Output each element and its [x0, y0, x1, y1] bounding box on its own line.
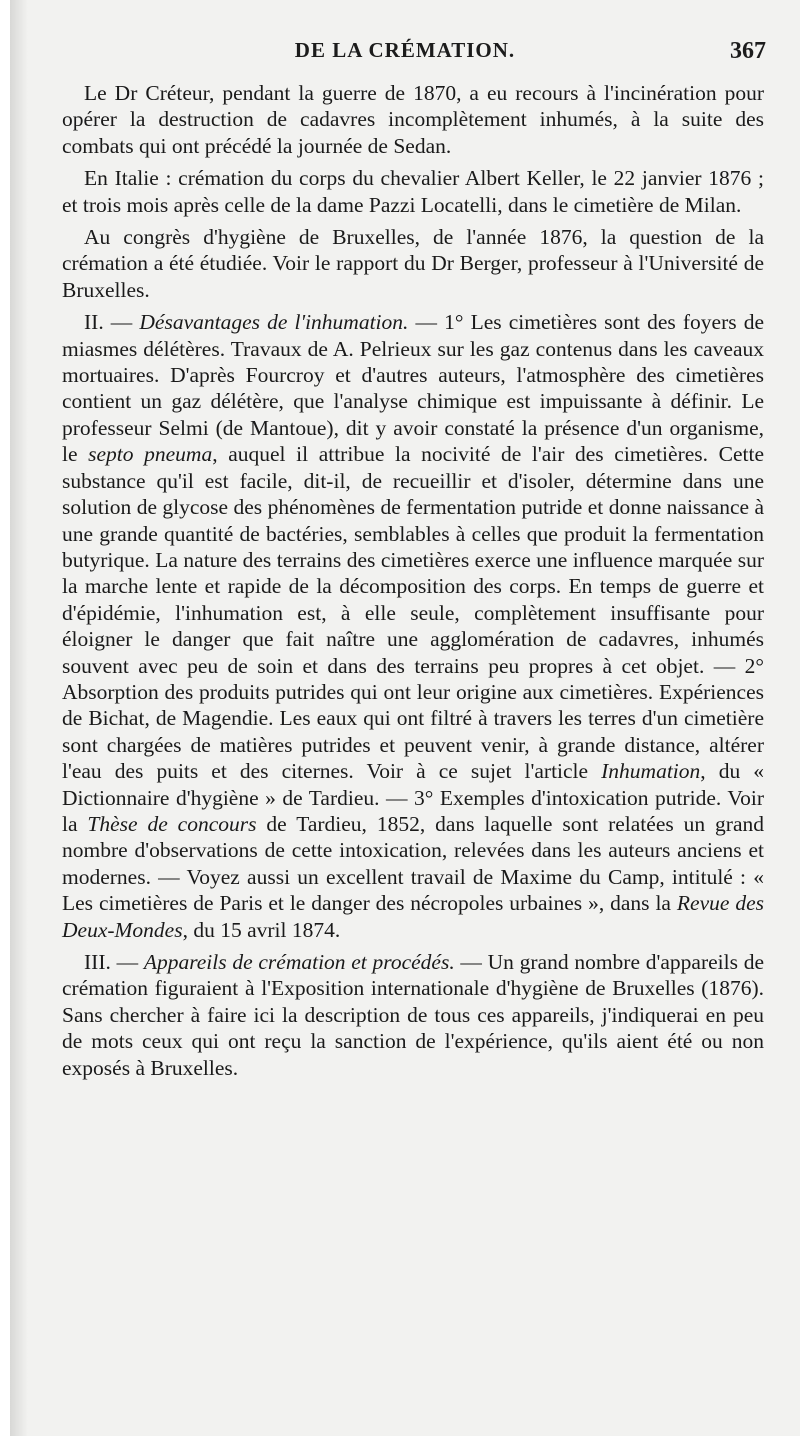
text-run: , du « Dictionnaire d'hygiène » de Tardieu. — 3° Exemples d'intoxication putride. Voir la	[62, 759, 765, 836]
section-heading-inhumation: Désavantages de l'inhumation.	[139, 310, 409, 335]
section-number-iii: III. —	[84, 950, 144, 974]
text-run: — 1° Les cimetières sont des foyers de miasmes délétères. Travaux de A. Pelrieux sur les gaz contenus dans les caveaux mortuaires. D'après Fourcroy et d'autres auteurs, l'atmosphère des cimetières contient un gaz délétère, que l'analyse chimique est impuissante à définir. Le professeur Selmi (de Mantoue), dit y avoir constaté la présence d'un organisme, le	[62, 310, 764, 467]
text-run: — Un grand nombre d'appareils de crémation figuraient à l'Exposition internationale d'hygiène de Bruxelles (1876). Sans chercher à faire ici la description de tous ces appareils, j'indiquerai en peu de mots ceux qui ont reçu la sanction de l'expérience, qu'ils aient été ou non exposés à Bruxelles.	[62, 950, 764, 1080]
paragraph-creteur: Le Dr Créteur, pendant la guerre de 1870, a eu recours à l'incinération pour opérer la destruction de cadavres incomplètement inhumés, à la suite des combats qui ont précédé la journée de Sedan.	[62, 81, 764, 158]
section-heading-appareils: Appareils de crémation et procédés.	[143, 950, 455, 974]
text-run: , auquel il attribue la nocivité de l'air des cimetières. Cette substance qu'il est facile, dit-il, de recueillir et d'isoler, détermine dans une solution de glycose des phénomènes de fermentation putride et donne naissance à une grande quantité de bactéries, semblables à celles que produit la fermentation butyrique. La nature des terrains des cimetières exerce une influence marquée sur la marche lente et rapide de la décomposition des corps. En temps de guerre et d'épidémie, l'inhumation est, à elle seule, complètement insuffisante pour éloigner le danger que fait naître une agglomération de cadavres, inhumés souvent avec peu de soin et dans des terrains peu propres à cet objet. — 2° Absorption des produits putrides qui ont leur origine aux cimetières. Expériences de Bichat, de Magendie. Les eaux qui ont filtré à travers les terres d'un cimetière sont chargées de matières putrides et peuvent venir, à grande distance, altérer l'eau des puits et des citernes. Voir à ce sujet l'article	[62, 442, 764, 784]
paragraph-congres: Au congrès d'hygiène de Bruxelles, de l'année 1876, la question de la crémation a été étudiée. Voir le rapport du Dr Berger, professeur à l'Université de Bruxelles.	[62, 225, 764, 302]
book-page	[10, 0, 800, 1436]
italic-term-inhumation: Inhumation	[601, 759, 701, 784]
running-head	[10, 38, 800, 68]
text-run: , du 15 avril 1874.	[182, 917, 341, 942]
body-text	[62, 80, 764, 1087]
text-run: de Tardieu, 1852, dans laquelle sont relatées un grand nombre d'observations de cette intoxication, relevées dans les auteurs anciens et modernes. — Voyez aussi un excellent travail de Maxime du Camp, intitulé : « Les cimetières de Paris et le danger des nécropoles urbaines », dans la	[62, 811, 764, 916]
section-number-ii: II. —	[84, 310, 140, 335]
paragraph-italie: En Italie : crémation du corps du chevalier Albert Keller, le 22 janvier 1876 ; et trois mois après celle de la dame Pazzi Locatelli, dans le cimetière de Milan.	[62, 166, 764, 217]
italic-term-septo-pneuma: septo pneuma	[88, 442, 213, 467]
page-number: 367	[730, 38, 766, 64]
italic-term-these: Thèse de concours	[87, 811, 257, 836]
running-title: DE LA CRÉMATION.	[294, 38, 516, 62]
italic-term-revue: Revue des Deux-Mondes	[62, 891, 765, 942]
paragraph-appareils	[62, 949, 764, 1081]
paragraph-desavantages	[62, 309, 764, 943]
